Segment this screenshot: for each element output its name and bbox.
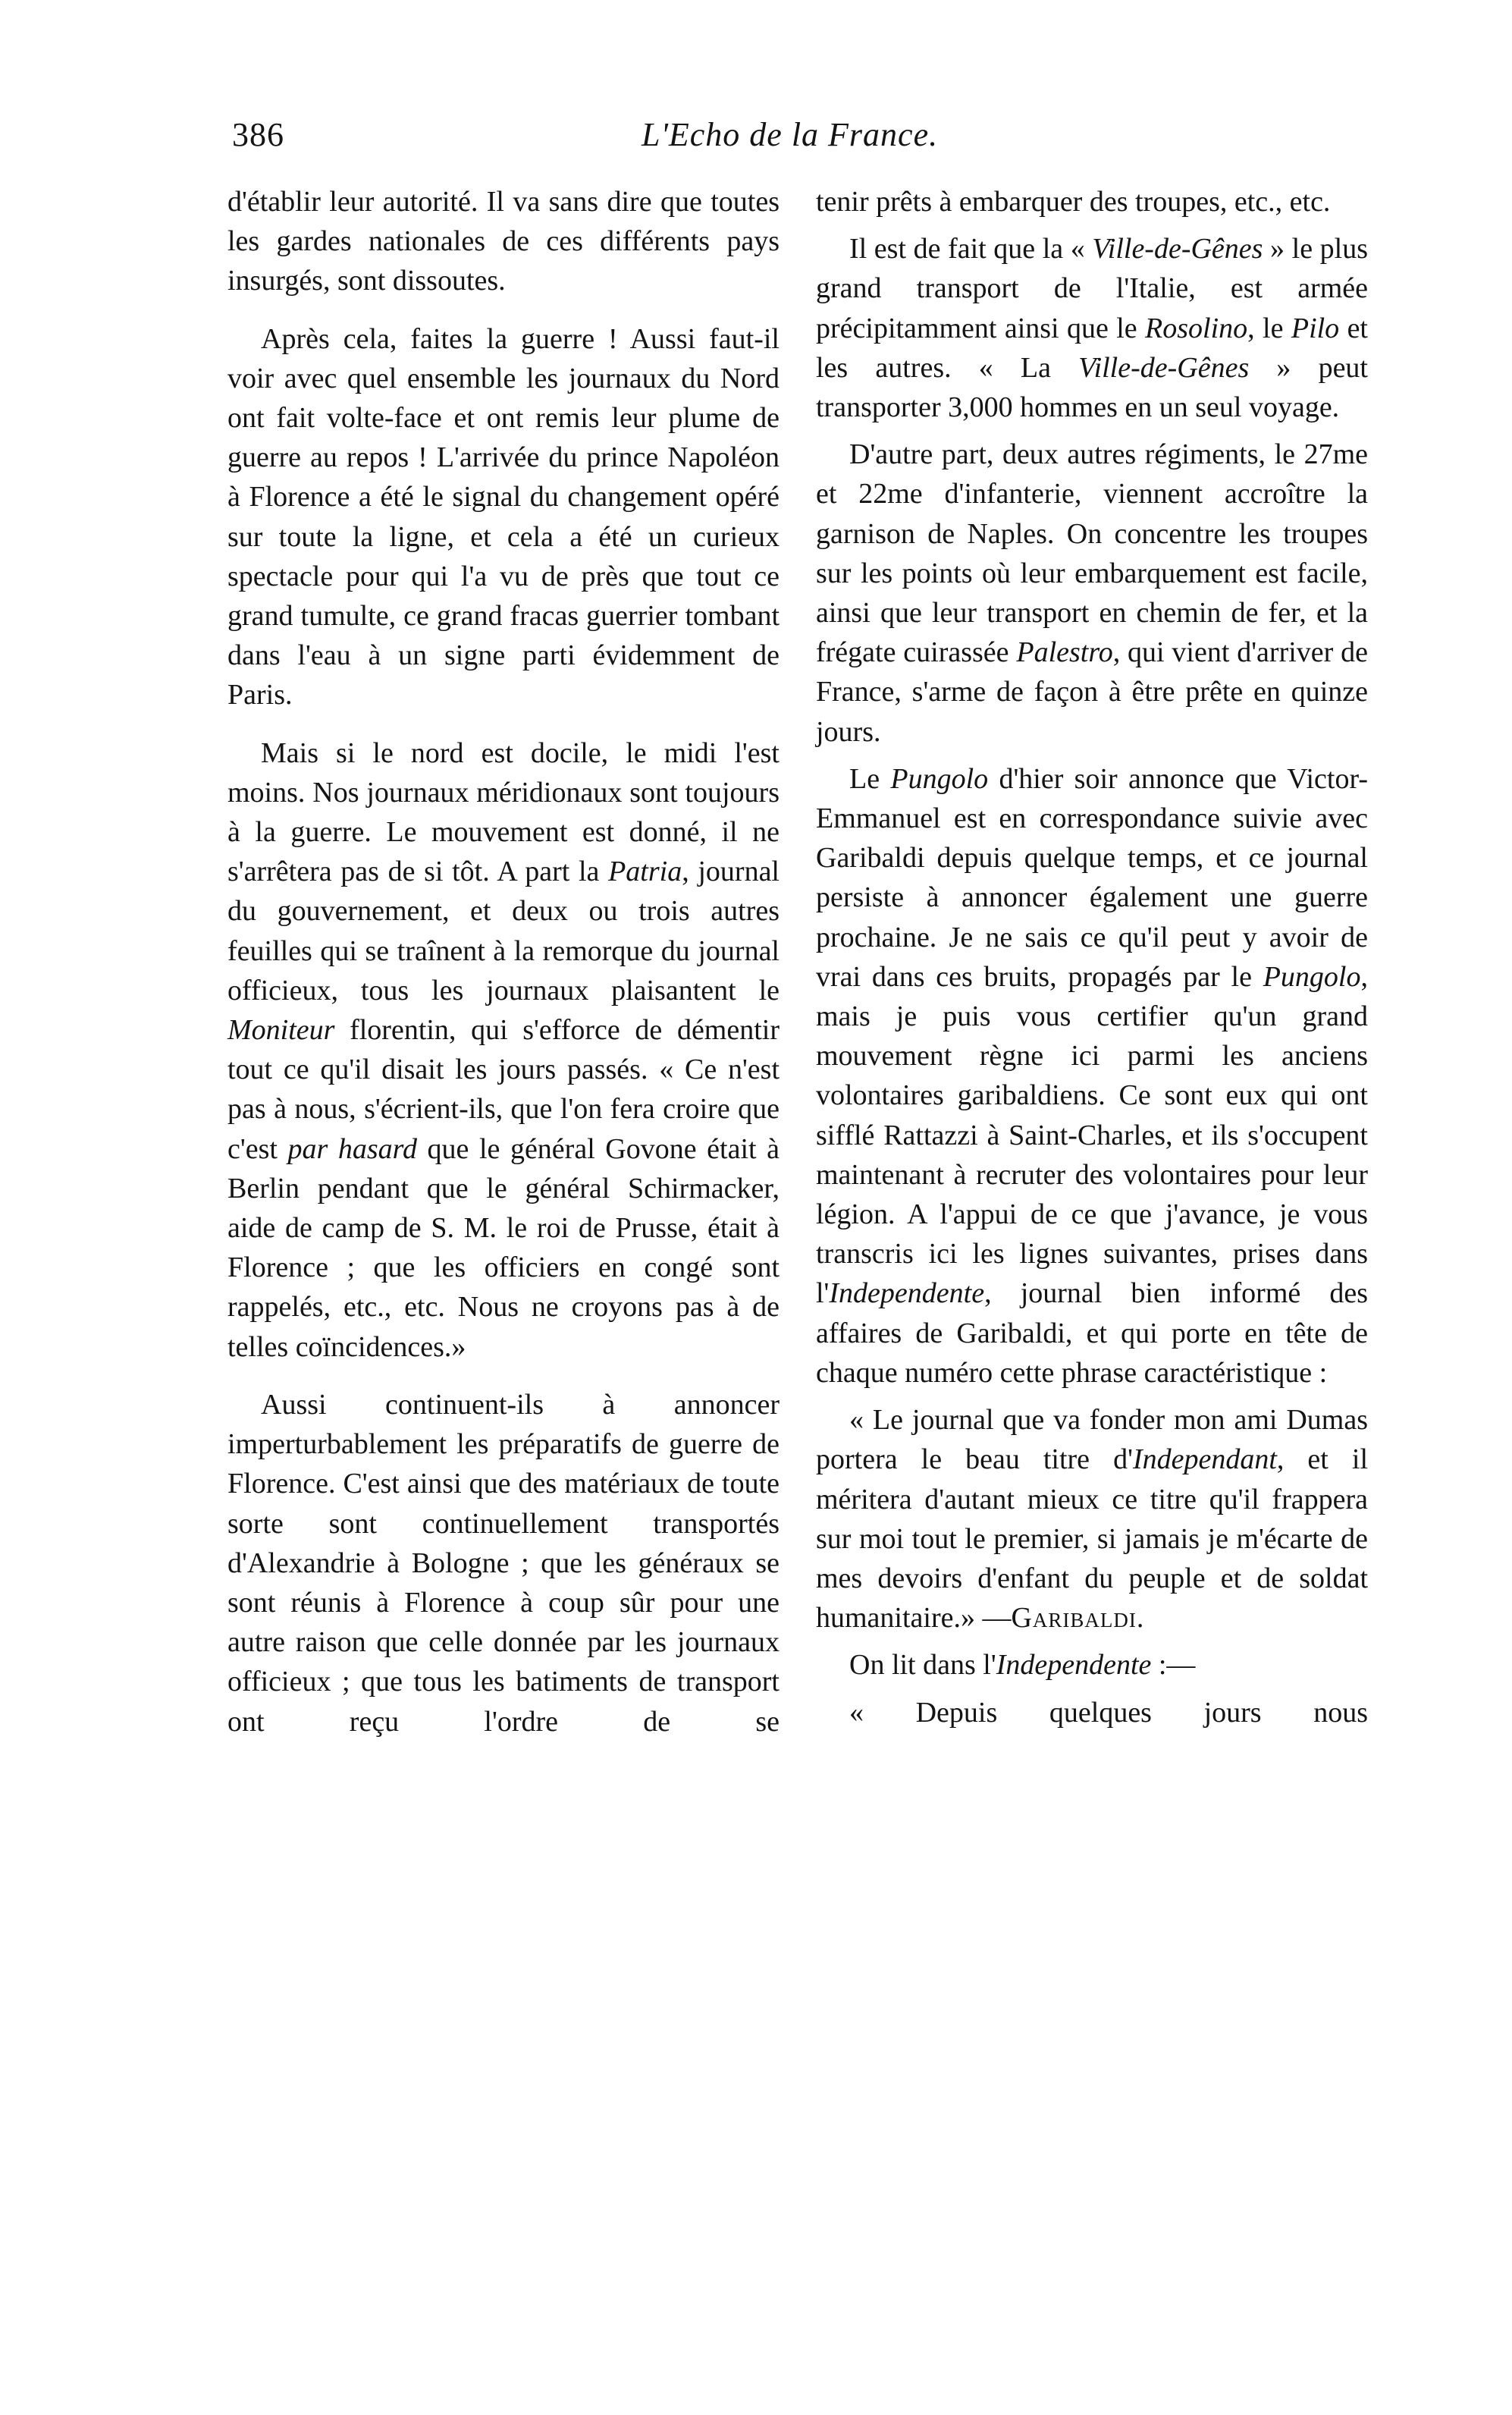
running-title: L'Echo de la France. [642,116,939,153]
text-run: Le [849,762,891,795]
text-run: d'hier soir annonce que Victor-Emmanuel est en correspondance suivie avec Garibaldi depuis quelque temps, et ce journal persiste à annoncer également une guerre prochaine. Je ne sais ce qu'il peut y avoir de vrai dans ces bruits, propagés par le [816,762,1368,993]
text-run: « Le journal que va fonder mon ami Dumas portera le beau titre d' [816,1404,1368,1476]
text-run: , et il méritera d'autant mieux ce titre qu'il frappera sur moi tout le premier, si jamais je m'écarte de mes devoirs d'enfant du peuple et de soldat humanitaire.» — [816,1443,1368,1635]
right-paragraph-6 [816,1645,1368,1685]
text-run: , mais je puis vous certifier qu'un grand mouvement règne ici parmi les anciens volontaires garibaldiens. Ce sont eux qui ont sifflé Rattazzi à Saint-Charles, et ils s'occupent maintenant à recruter des volontaires pour leur légion. A l'appui de ce que j'avance, je vous transcris ici les lignes suivantes, prises dans l' [816,960,1368,1310]
italic-run-independente-2: Independente [996,1649,1152,1682]
right-paragraph-7: « Depuis quelques jours nous [849,1696,1368,1729]
italic-run-palestro: Palestro [1016,636,1113,669]
text-run: que le général Govone était à Berlin pendant que le général Schirmacker, aide de camp de S. M. le roi de Prusse, était à Florence ; que les officiers en congé sont rappelés, etc., etc. Nous ne croyons pas à de telles coïncidences.» [227,1132,780,1363]
right-paragraph-5 [816,1400,1368,1638]
italic-run-patria: Patria [608,856,682,888]
right-paragraph-4 [816,759,1368,1393]
text-run: On lit dans l' [849,1649,996,1682]
right-column [816,182,1368,1732]
text-run: » le plus grand transport de l'Italie, est armée précipitamment ainsi que le [816,233,1368,344]
left-paragraph-1: d'établir leur autorité. Il va sans dire que toutes les gardes nationales de ces différents pays insurgés, sont dissoutes. [227,186,780,297]
left-paragraph-3 [227,733,780,1367]
left-paragraph-4: Aussi continuent-ils à annoncer imperturbablement les préparatifs de guerre de Florence. C'est ainsi que des matériaux de toute sorte sont continuellement transportés d'Alexandrie à Bologne ; que les généraux se sont réunis à Florence à coup sûr pour une autre raison que celle donnée par les journaux officieux ; que tous les batiments de transport ont reçu l'ordre de se [227,1388,780,1738]
left-column [227,182,780,1741]
right-paragraph-1: tenir prêts à embarquer des troupes, etc., etc. [816,186,1331,218]
text-run: , journal bien informé des affaires de Garibaldi, et qui porte en tête de chaque numéro cette phrase caractéristique : [816,1277,1368,1389]
page-header [232,112,1365,165]
text-run: » peut transporter 3,000 hommes en un seul voyage. [816,351,1368,424]
page-number: 386 [232,116,284,153]
italic-run-pungolo-2: Pungolo [1263,960,1361,993]
italic-run-ville-de-genes-2: Ville-de-Gênes [1078,351,1250,384]
italic-run-moniteur: Moniteur [227,1014,335,1047]
italic-run-par-hasard: par hasard [287,1132,417,1165]
right-paragraph-2 [816,229,1368,427]
text-run: et les autres. « La [816,312,1368,384]
right-paragraph-3 [816,435,1368,752]
italic-run-rosolino: Rosolino [1145,312,1248,344]
text-run: , journal du gouvernement, et deux ou trois autres feuilles qui se traînent à la remorque du journal officieux, tous les journaux plaisantent le [227,856,780,1007]
text-run: , le [1247,312,1291,344]
text-run: D'autre part, deux autres régiments, le 27me et 22me d'infanterie, viennent accroître la garnison de Naples. On concentre les troupes sur les points où leur embarquement est facile, ainsi que leur transport en chemin de fer, et la frégate cuirassée [816,438,1368,669]
text-run: Il est de fait que la « [849,233,1093,265]
italic-run-independant: Independant [1132,1443,1277,1476]
text-run: , qui vient d'arriver de France, s'arme de façon à être prête en quinze jours. [816,636,1368,748]
italic-run-pungolo: Pungolo [890,762,989,795]
signature-garibaldi: Garibaldi. [1011,1602,1145,1635]
left-paragraph-2: Après cela, faites la guerre ! Aussi faut-il voir avec quel ensemble les journaux du Nord ont fait volte-face et ont remis leur plume de guerre au repos ! L'arrivée du prince Napoléon à Florence a été le signal du changement opéré sur toute la ligne, et cela a été un curieux spectacle pour qui l'a vu de près que tout ce grand tumulte, ce grand fracas guerrier tombant dans l'eau à un signe parti évidemment de Paris. [227,322,780,711]
text-run: florentin, qui s'efforce de démentir tout ce qu'il disait les jours passés. « Ce n'est pas à nous, s'écrient-ils, que l'on fera croire que c'est [227,1014,780,1165]
text-run: :— [1151,1649,1196,1682]
text-run: Mais si le nord est docile, le midi l'est moins. Nos journaux méridionaux sont toujours à la guerre. Le mouvement est donné, il ne s'arrêtera pas de si tôt. A part la [227,736,780,888]
italic-run-independente: Independente [829,1277,985,1310]
italic-run-ville-de-genes: Ville-de-Gênes [1092,233,1263,265]
italic-run-pilo: Pilo [1291,312,1340,344]
